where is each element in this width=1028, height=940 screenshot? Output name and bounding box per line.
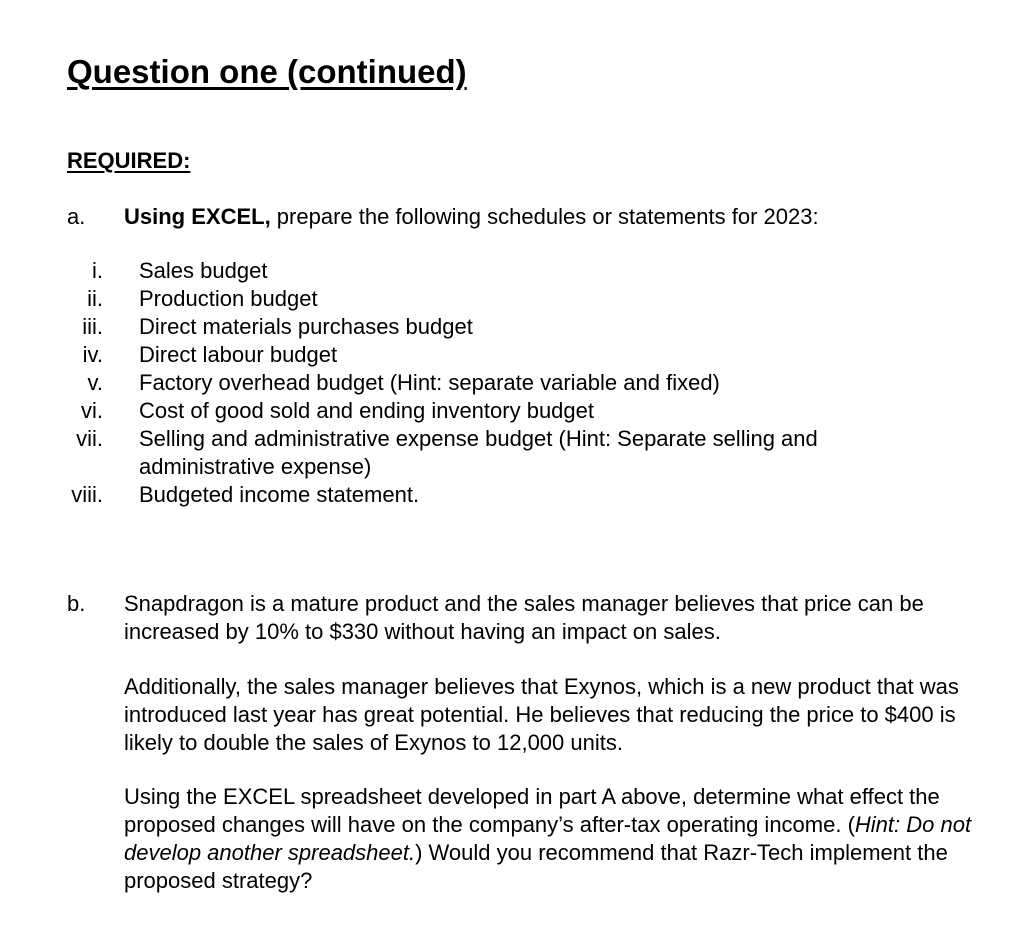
- list-item-text: Production budget: [139, 286, 318, 311]
- part-b-hint: Hint: Do not develop another spreadsheet.: [124, 812, 972, 865]
- list-item-text: Budgeted income statement.: [139, 482, 420, 507]
- list-item: [0, 369, 1028, 397]
- part-a-intro-rest: prepare the following schedules or statements for 2023:: [270, 204, 819, 229]
- part-b-paragraph-3-end: ) Would you recommend that Razr-Tech implement the proposed strategy?: [124, 840, 948, 893]
- list-item: [0, 285, 1028, 313]
- list-item-number: v.: [87, 370, 103, 395]
- list-item-text: Selling and administrative expense budget (Hint: Separate selling and administrative expense): [139, 426, 818, 479]
- list-item: [0, 313, 1028, 341]
- list-item: [0, 481, 1028, 509]
- part-a-intro-bold: Using EXCEL,: [124, 204, 271, 229]
- list-item-text: Direct materials purchases budget: [139, 314, 473, 339]
- schedule-list: [0, 257, 1028, 509]
- list-item: [0, 341, 1028, 369]
- list-item: [0, 397, 1028, 425]
- part-b-paragraph-3-start: Using the EXCEL spreadsheet developed in part A above, determine what effect the proposed changes will have on the company’s after-tax operating income. (: [124, 784, 940, 837]
- list-item: [0, 425, 1028, 481]
- list-item-number: i.: [92, 258, 103, 283]
- list-item-text: Cost of good sold and ending inventory budget: [139, 398, 594, 423]
- list-item-number: viii.: [71, 482, 103, 507]
- part-a-intro: [124, 203, 984, 231]
- page-title: Question one (continued): [67, 53, 467, 90]
- list-item-number: iii.: [82, 314, 103, 339]
- list-item-number: vi.: [81, 398, 103, 423]
- list-item-number: vii.: [76, 426, 103, 451]
- list-item-text: Sales budget: [139, 258, 268, 283]
- list-item-text: Factory overhead budget (Hint: separate variable and fixed): [139, 370, 720, 395]
- part-a-marker: a.: [67, 204, 86, 229]
- list-item: [0, 257, 1028, 285]
- list-item-number: ii.: [87, 286, 103, 311]
- part-b-paragraph-2: Additionally, the sales manager believes that Exynos, which is a new product that was introduced last year has great potential. He believes that reducing the price to $400 is likely to double the sales of Exynos to 12,000 units.: [124, 674, 959, 755]
- part-b-paragraph-1: Snapdragon is a mature product and the sales manager believes that price can be increased by 10% to $330 without having an impact on sales.: [124, 591, 924, 644]
- list-item-number: iv.: [82, 342, 103, 367]
- required-heading: REQUIRED:: [67, 148, 191, 173]
- part-b-paragraph-3: [124, 783, 984, 895]
- part-b-marker: b.: [67, 591, 86, 616]
- list-item-text: Direct labour budget: [139, 342, 338, 367]
